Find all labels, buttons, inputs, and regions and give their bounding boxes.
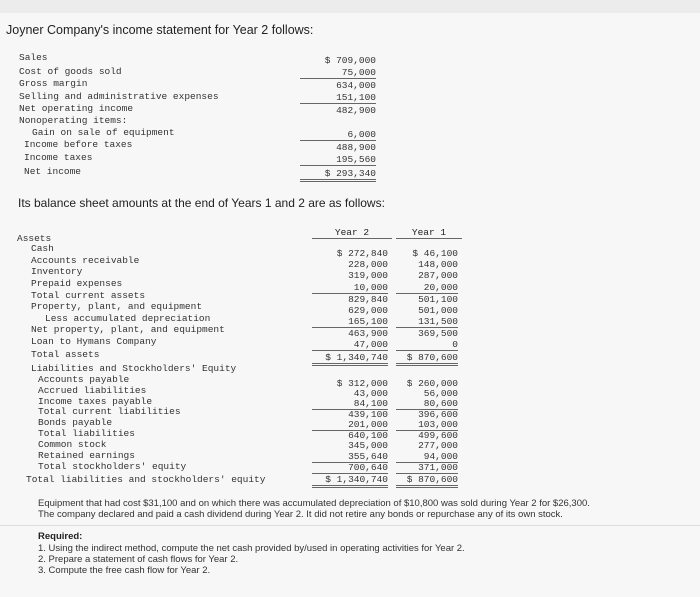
bs-y2-prepaid: 10,000 (312, 282, 388, 294)
intro-text: Joyner Company's income statement for Year 2 follows: (6, 23, 314, 37)
bs-y1-inventory: 287,000 (418, 270, 458, 281)
bs-y2-accrued: 43,000 (353, 388, 388, 399)
bs-label-accrued: Accrued liabilities (38, 385, 147, 396)
bs-y1-total-current-assets: 501,100 (418, 294, 458, 305)
section-divider (0, 525, 700, 526)
bs-y2-total-liab: 640,100 (348, 430, 388, 441)
bs-y1-total-current-liab: 396,600 (418, 409, 458, 420)
bs-y2-accum-dep: 165,100 (312, 316, 388, 328)
bs-y2-loan: 47,000 (312, 339, 388, 351)
bs-label-ppe: Property, plant, and equipment (31, 301, 203, 312)
income-label-net-income: Net income (24, 166, 82, 177)
note-line-1: Equipment that had cost $31,100 and on which there was accumulated depreciation of $10,800 was sold during Year 2 for $26,300. (38, 498, 590, 509)
bs-y2-total-current-liab: 439,100 (348, 409, 388, 420)
income-label-before-taxes: Income before taxes (24, 139, 133, 150)
bs-y2-cash: $ 272,840 (336, 248, 388, 259)
bs-label-total-current-assets: Total current assets (31, 290, 146, 301)
bs-label-total-assets: Total assets (31, 349, 100, 360)
bs-y1-ap: $ 260,000 (406, 378, 458, 389)
bs-label-net-ppe: Net property, plant, and equipment (31, 324, 225, 335)
bs-y2-total-current-assets: 829,840 (348, 294, 388, 305)
top-band (0, 0, 700, 13)
note-line-2: The company declared and paid a cash dividend during Year 2. It did not retire any bonds or repurchase any of its own stock. (38, 509, 563, 520)
income-value-gain: 6,000 (300, 129, 376, 141)
bs-y1-common-stock: 277,000 (418, 440, 458, 451)
bs-y1-accum-dep: 131,500 (396, 316, 458, 328)
income-value-taxes: 195,560 (300, 154, 376, 166)
bs-label-cash: Cash (31, 243, 54, 254)
bs-y2-ap: $ 312,000 (336, 378, 388, 389)
income-value-net-income: $ 293,340 (300, 168, 376, 182)
bs-y2-bonds: 201,000 (312, 419, 388, 431)
bs-label-total-liab-equity: Total liabilities and stockholders' equity (26, 474, 266, 485)
income-label-gross-margin: Gross margin (19, 78, 88, 89)
bs-label-accum-dep: Less accumulated depreciation (45, 313, 211, 324)
bs-y1-total-equity: 371,000 (396, 462, 458, 474)
required-item-3: 3. Compute the free cash flow for Year 2. (38, 565, 211, 576)
bs-y1-net-ppe: 369,500 (418, 328, 458, 339)
bs-y2-ppe: 629,000 (348, 305, 388, 316)
income-label-selling-admin: Selling and administrative expenses (19, 91, 219, 102)
bs-y1-bonds: 103,000 (396, 419, 458, 431)
income-label-net-operating: Net operating income (19, 103, 134, 114)
col-header-year1: Year 1 (396, 227, 462, 239)
bs-y2-total-liab-equity: $ 1,340,740 (312, 474, 388, 488)
bs-y2-retained: 355,640 (312, 451, 388, 463)
bs-y1-total-liab-equity: $ 870,600 (396, 474, 458, 488)
bs-label-bonds: Bonds payable (38, 417, 113, 428)
bs-y2-total-assets: $ 1,340,740 (312, 352, 388, 366)
bs-y1-accrued: 56,000 (423, 388, 458, 399)
bs-y2-ar: 228,000 (348, 259, 388, 270)
bs-label-total-equity: Total stockholders' equity (38, 461, 187, 472)
bs-label-retained: Retained earnings (38, 450, 135, 461)
bs-y2-taxes-payable: 84,100 (312, 398, 388, 410)
bs-label-ar: Accounts receivable (31, 255, 140, 266)
bs-y2-net-ppe: 463,900 (348, 328, 388, 339)
income-value-before-taxes: 488,900 (336, 142, 376, 153)
income-value-cogs: 75,000 (300, 67, 376, 79)
bs-y1-prepaid: 20,000 (396, 282, 458, 294)
income-value-selling-admin: 151,100 (300, 92, 376, 104)
col-header-year2: Year 2 (312, 227, 392, 239)
bs-y1-taxes-payable: 80,600 (396, 398, 458, 410)
balance-intro-text: Its balance sheet amounts at the end of Years 1 and 2 are as follows: (18, 196, 385, 210)
income-label-nonoperating: Nonoperating items: (19, 115, 128, 126)
bs-y1-total-liab: 499,600 (418, 430, 458, 441)
bs-y1-ar: 148,000 (418, 259, 458, 270)
bs-y1-loan: 0 (396, 339, 458, 351)
bs-label-prepaid: Prepaid expenses (31, 278, 123, 289)
income-value-sales: $ 709,000 (324, 55, 376, 66)
bs-label-assets: Assets (17, 233, 52, 244)
bs-label-ap: Accounts payable (38, 374, 130, 385)
bs-label-total-liab: Total liabilities (38, 428, 135, 439)
income-label-taxes: Income taxes (24, 152, 93, 163)
income-value-net-operating: 482,900 (336, 105, 376, 116)
bs-label-total-current-liab: Total current liabilities (38, 406, 181, 417)
required-heading: Required: (38, 531, 83, 542)
bs-y2-inventory: 319,000 (348, 270, 388, 281)
income-label-cogs: Cost of goods sold (19, 66, 122, 77)
required-item-1: 1. Using the indirect method, compute the net cash provided by/used in operating activities for Year 2. (38, 543, 465, 554)
bs-y2-total-equity: 700,640 (312, 462, 388, 474)
bs-label-loan: Loan to Hymans Company (31, 336, 157, 347)
bs-y2-common-stock: 345,000 (348, 440, 388, 451)
bs-y1-ppe: 501,000 (418, 305, 458, 316)
bs-y1-cash: $ 46,100 (412, 248, 458, 259)
bs-label-inventory: Inventory (31, 266, 83, 277)
bs-label-liab-equity: Liabilities and Stockholders' Equity (31, 363, 237, 374)
bs-label-common-stock: Common stock (38, 439, 107, 450)
bs-y1-retained: 94,000 (396, 451, 458, 463)
bs-y1-total-assets: $ 870,600 (396, 352, 458, 366)
required-item-2: 2. Prepare a statement of cash flows for Year 2. (38, 554, 239, 565)
income-label-gain: Gain on sale of equipment (32, 127, 175, 138)
income-label-sales: Sales (19, 52, 48, 63)
bs-label-taxes-payable: Income taxes payable (38, 396, 153, 407)
income-value-gross-margin: 634,000 (336, 80, 376, 91)
